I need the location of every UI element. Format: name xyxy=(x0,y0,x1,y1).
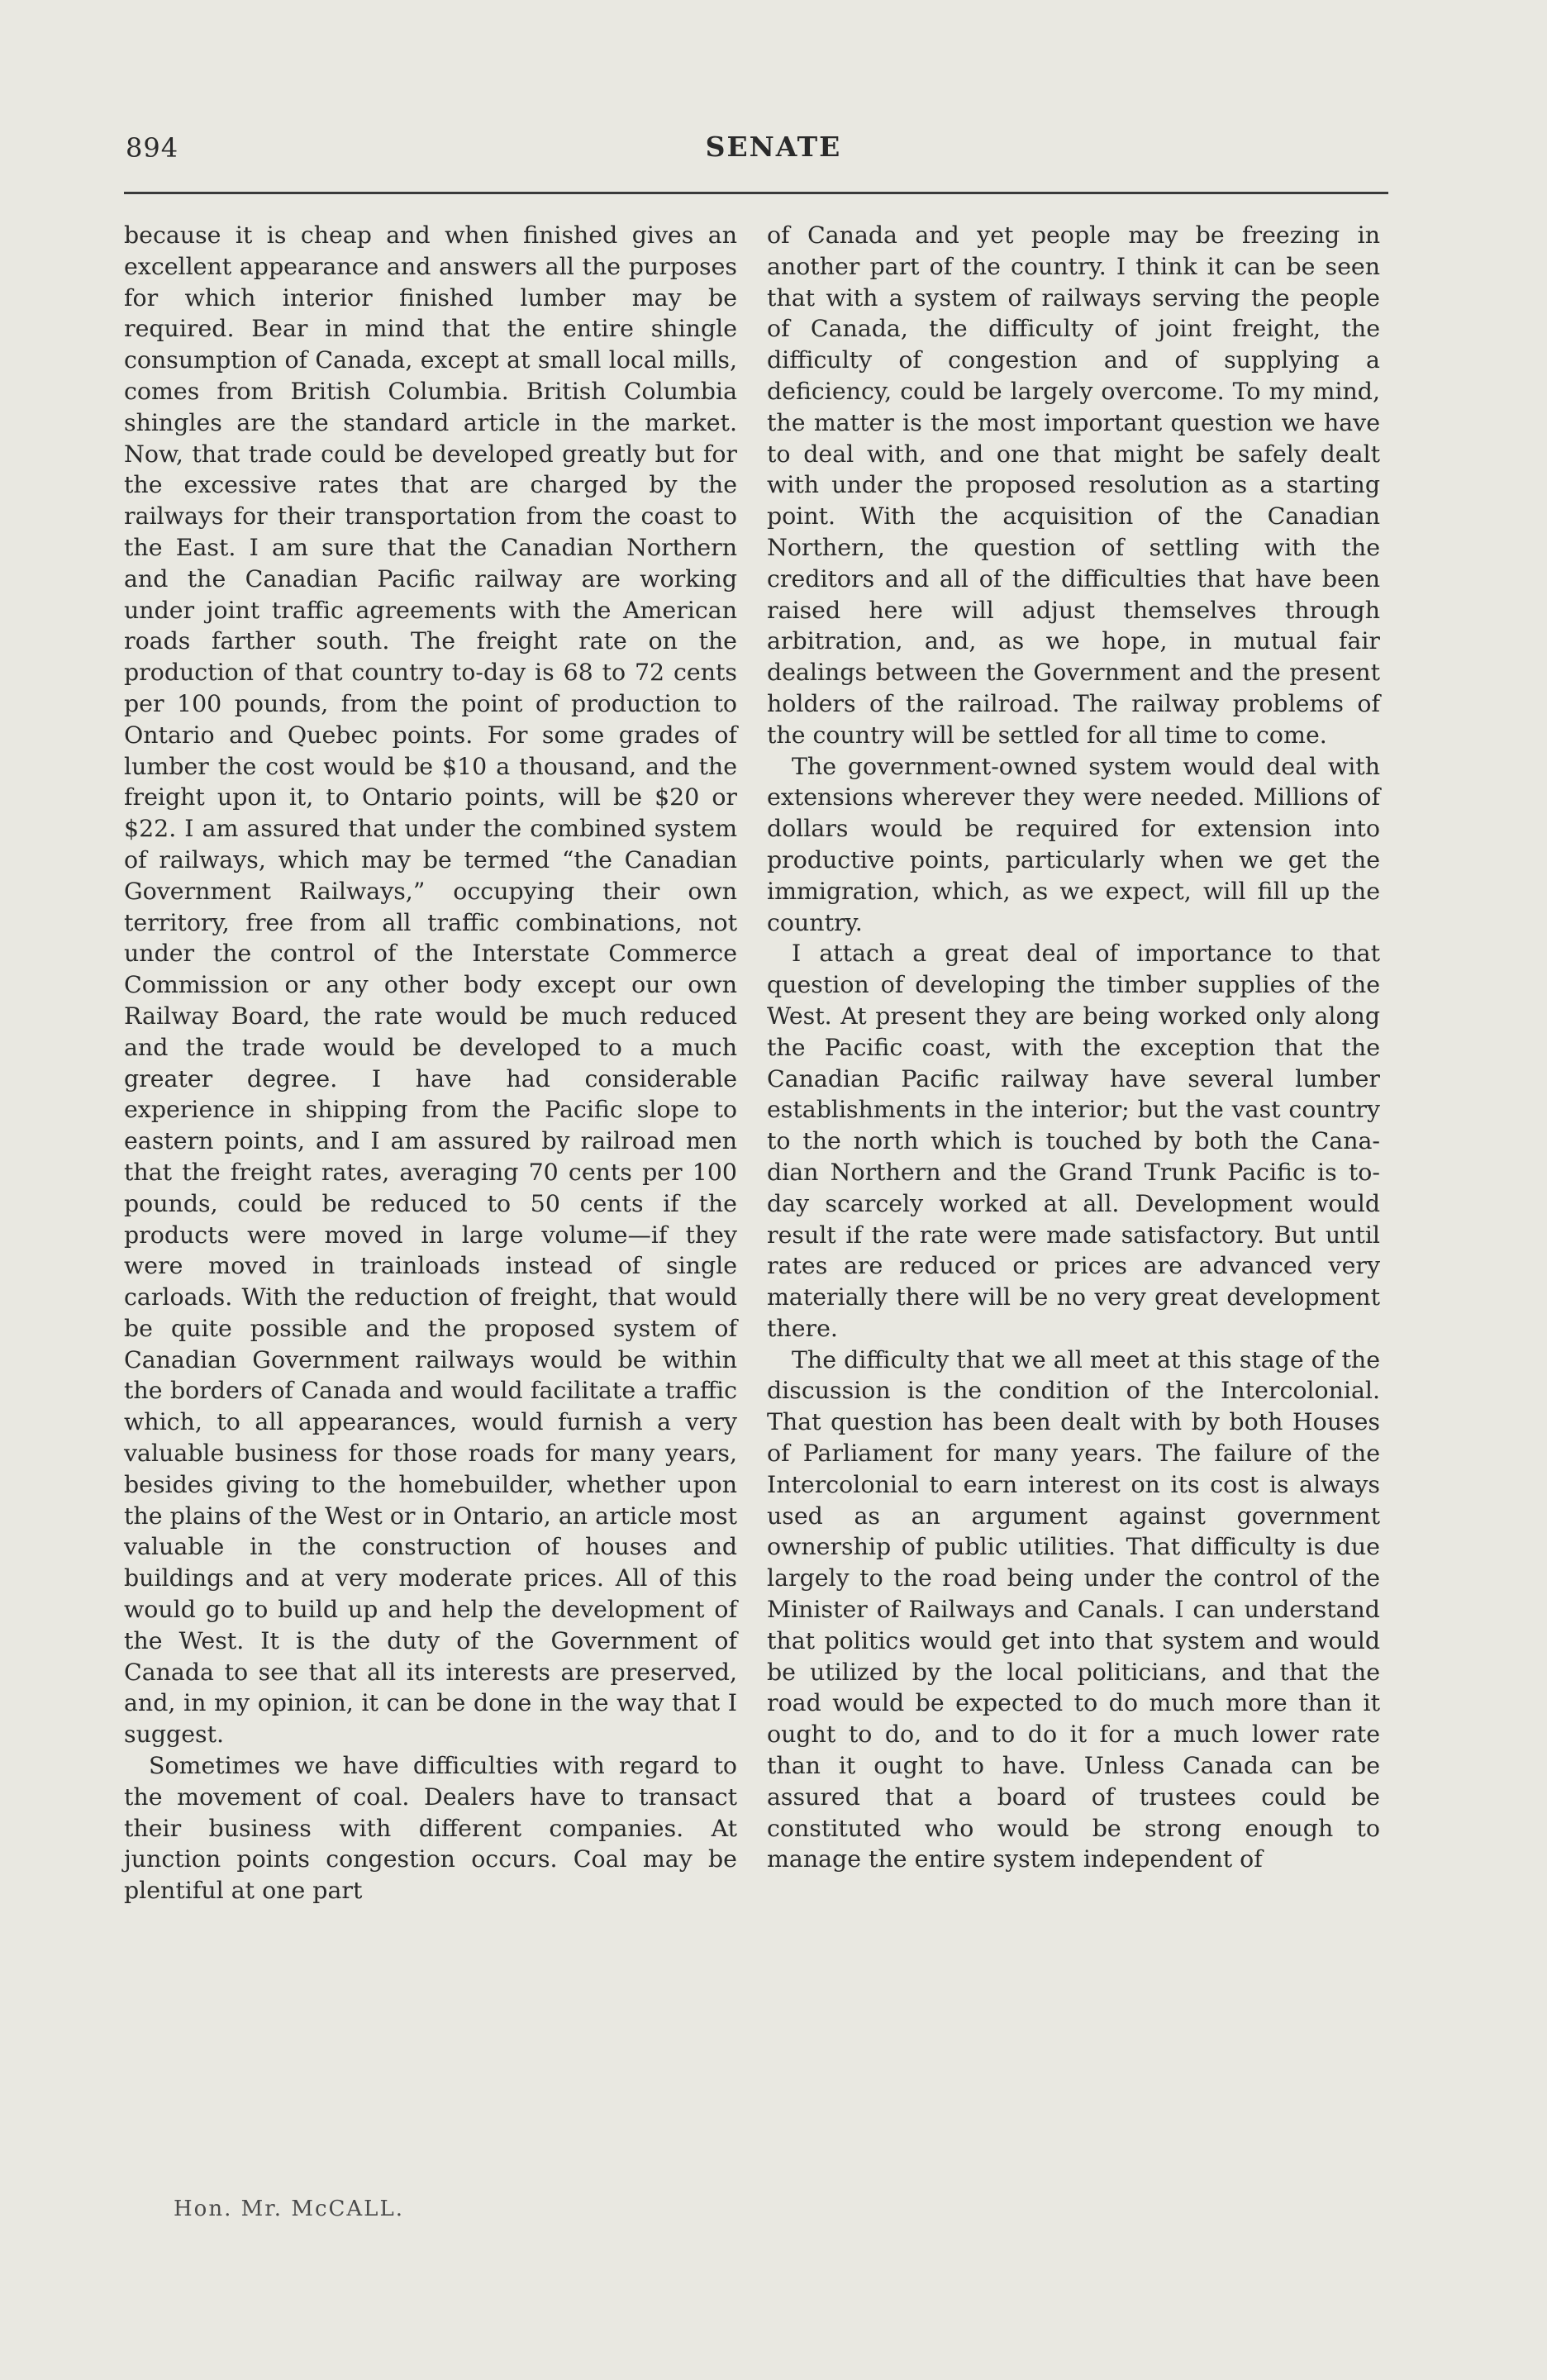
left-paragraph-2: Sometimes we have difficulties with regard to the movement of coal. Dealers have to transact their business with different companies. At junction points congestion occurs. Coal may be plentiful at one part xyxy=(124,1752,737,1905)
right-paragraph-2: The government-owned system would deal with extensions wherever they were needed. Millions of dollars would be required for extension into productive points, particularly when we get the immigration, which, as we expect, will fill up the country. xyxy=(767,752,1380,936)
page-number: 894 xyxy=(126,132,179,164)
header-rule xyxy=(124,192,1388,194)
footer-speaker: Hon. Mr. McCALL. xyxy=(174,2197,404,2221)
right-paragraph-3: I attach a great deal of importance to that question of developing the timber supplies of the West. At present they are being worked only along the Pacific coast, with the exception that the Canadian Pacific railway have several lumber establishments in the interior; but the vast country to the north which is touched by both the Canadian Northern and the Grand Trunk Pacific is to-day scarcely worked at all. Development would result if the rate were made satisfactory. But until rates are reduced or prices are advanced very materially there will be no very great development there. xyxy=(767,940,1380,1342)
page-title: SENATE xyxy=(705,131,842,163)
right-column xyxy=(767,220,1380,1875)
right-paragraph-4: The difficulty that we all meet at this stage of the discussion is the condition of the Intercolonial. That question has been dealt with by both Houses of Parliament for many years. The failure of the Intercolonial to earn interest on its cost is always used as an argument against government ownership of public utilities. That difficulty is due largely to the road being under the control of the Minister of Railways and Canals. I can understand that politics would get into that system and would be utilized by the local politicians, and that the road would be expected to do much more than it ought to do, and to do it for a much lower rate than it ought to have. Unless Canada can be assured that a board of trustees could be constituted who would be strong enough to manage the entire system independent of xyxy=(767,1345,1380,1873)
left-column xyxy=(124,220,737,1906)
left-paragraph-1: because it is cheap and when finished gives an excellent appearance and answers all the purposes for which interior finished lumber may be required. Bear in mind that the entire shingle consumption of Canada, except at small local mills, comes from British Columbia. British Columbia shingles are the standard article in the market. Now, that trade could be developed greatly but for the excessive rates that are charged by the railways for their transportation from the coast to the East. I am sure that the Canadian Northern and the Canadian Pacific railway are working under joint traffic agreements with the American roads farther south. The freight rate on the production of that country to-day is 68 to 72 cents per 100 pounds, from the point of production to Ontario and Quebec points. For some grades of lumber the cost would be $10 a thousand, and the freight upon it, to Ontario points, will be $20 or $22. I am assured that under the combined system of railways, which may be termed “the Canadian Government Railways,” occupying their own territory, free from all traffic combinations, not under the control of the Interstate Commerce Commission or any other body except our own Railway Board, the rate would be much reduced and the trade would be developed to a much greater degree. I have had considerable experience in shipping from the Pacific slope to eastern points, and I am assured by railroad men that the freight rates, averaging 70 cents per 100 pounds, could be reduced to 50 cents if the products were moved in large volume—if they were moved in trainloads instead of single carloads. With the reduction of freight, that would be quite possible and the proposed system of Canadian Government railways would be within the borders of Canada and would facilitate a traffic which, to all appearances, would furnish a very valuable business for those roads for many years, besides giving to the homebuilder, whether upon the plains of the West or in Ontario, an article most valuable in the construction of houses and buildings and at very moderate prices. All of this would go to build up and help the development of the West. It is the duty of the Government of Canada to see that all its interests are preserved, and, in my opinion, it can be done in the way that I suggest. xyxy=(124,221,737,1749)
right-paragraph-1: of Canada and yet people may be freezing in another part of the country. I think it can be seen that with a system of railways serving the people of Canada, the difficulty of joint freight, the difficulty of congestion and of supplying a deficiency, could be largely overcome. To my mind, the matter is the most important question we have to deal with, and one that might be safely dealt with under the proposed resolution as a starting point. With the acquisition of the Canadian Northern, the question of settling with the creditors and all of the difficulties that have been raised here will adjust themselves through arbitration, and, as we hope, in mutual fair dealings between the Government and the present holders of the railroad. The railway problems of the country will be settled for all time to come. xyxy=(767,221,1380,749)
